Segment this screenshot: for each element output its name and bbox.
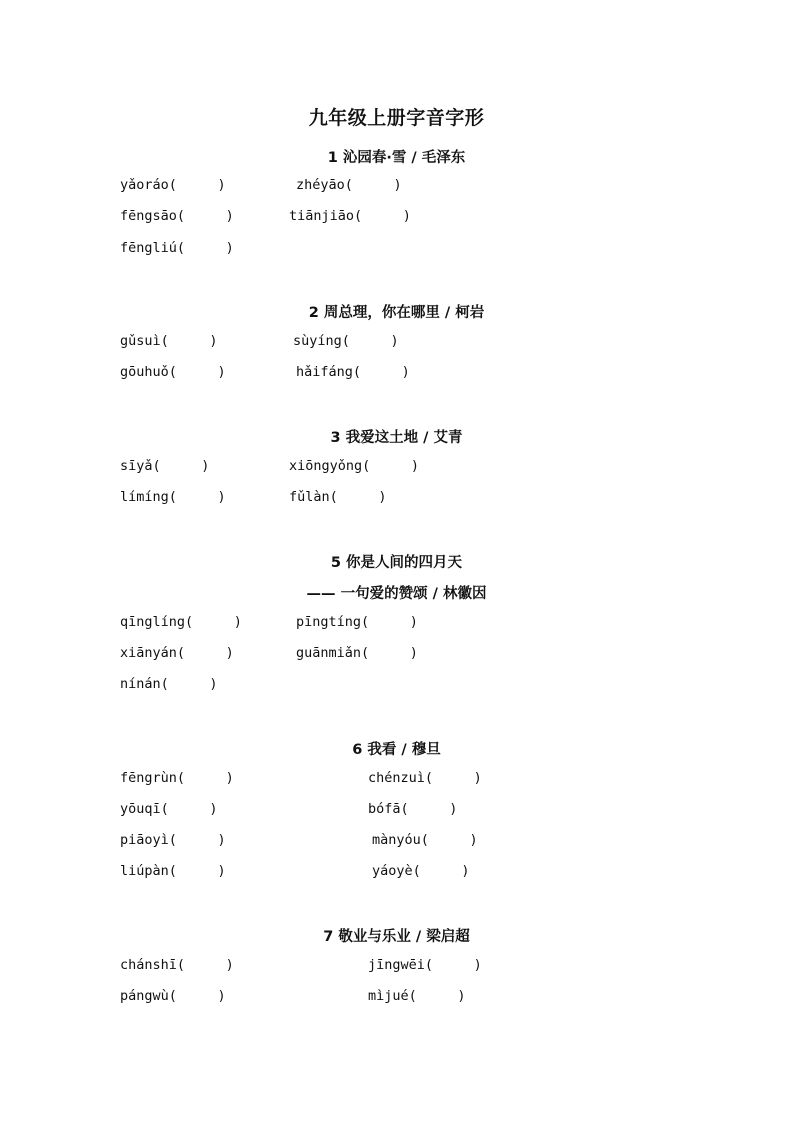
pinyin-item: jīngwēi( ) <box>368 957 482 973</box>
pinyin-item: zhéyāo( ) <box>296 177 402 193</box>
pinyin-item: hǎifáng( ) <box>296 364 410 380</box>
page-title: 九年级上册字音字形 <box>308 107 485 129</box>
pinyin-item: yōuqī( ) <box>120 801 218 817</box>
lesson-heading-3: 3 我爱这土地 / 艾青 <box>330 430 463 446</box>
pinyin-item: fēngliú( ) <box>120 240 234 256</box>
pinyin-item: sīyǎ( ) <box>120 458 210 474</box>
pinyin-item: pángwù( ) <box>120 988 226 1004</box>
pinyin-item: chénzuì( ) <box>368 770 482 786</box>
lesson-subheading-5: —— 一句爱的赞颂 / 林徽因 <box>306 586 487 602</box>
pinyin-item: tiānjiāo( ) <box>289 208 411 224</box>
pinyin-item: límíng( ) <box>120 489 226 505</box>
pinyin-item: qīnglíng( ) <box>120 614 242 630</box>
pinyin-item: piāoyì( ) <box>120 832 226 848</box>
pinyin-item: yǎoráo( ) <box>120 177 226 193</box>
lesson-heading-5: 5 你是人间的四月天 <box>330 555 463 571</box>
pinyin-item: chánshī( ) <box>120 957 234 973</box>
pinyin-item: sùyíng( ) <box>293 333 399 349</box>
pinyin-item: fēngsāo( ) <box>120 208 234 224</box>
pinyin-item: fǔlàn( ) <box>289 489 387 505</box>
pinyin-item: guānmiǎn( ) <box>296 645 418 661</box>
pinyin-item: xiōngyǒng( ) <box>289 458 420 474</box>
pinyin-item: mànyóu( ) <box>372 832 478 848</box>
pinyin-item: bófā( ) <box>368 801 458 817</box>
lesson-heading-7: 7 敬业与乐业 / 梁启超 <box>323 929 470 945</box>
pinyin-item: gǔsuì( ) <box>120 333 218 349</box>
pinyin-item: mìjué( ) <box>368 988 466 1004</box>
pinyin-item: liúpàn( ) <box>120 863 226 879</box>
pinyin-item: gōuhuǒ( ) <box>120 364 226 380</box>
lesson-heading-2: 2 周总理，你在哪里 / 柯岩 <box>308 305 485 321</box>
lesson-heading-1: 1 沁园春·雪 / 毛泽东 <box>327 150 466 166</box>
pinyin-item: fēngrùn( ) <box>120 770 234 786</box>
pinyin-item: xiānyán( ) <box>120 645 234 661</box>
lesson-heading-6: 6 我看 / 穆旦 <box>352 742 441 758</box>
pinyin-item: pīngtíng( ) <box>296 614 418 630</box>
pinyin-item: yáoyè( ) <box>372 863 470 879</box>
pinyin-item: nínán( ) <box>120 676 218 692</box>
